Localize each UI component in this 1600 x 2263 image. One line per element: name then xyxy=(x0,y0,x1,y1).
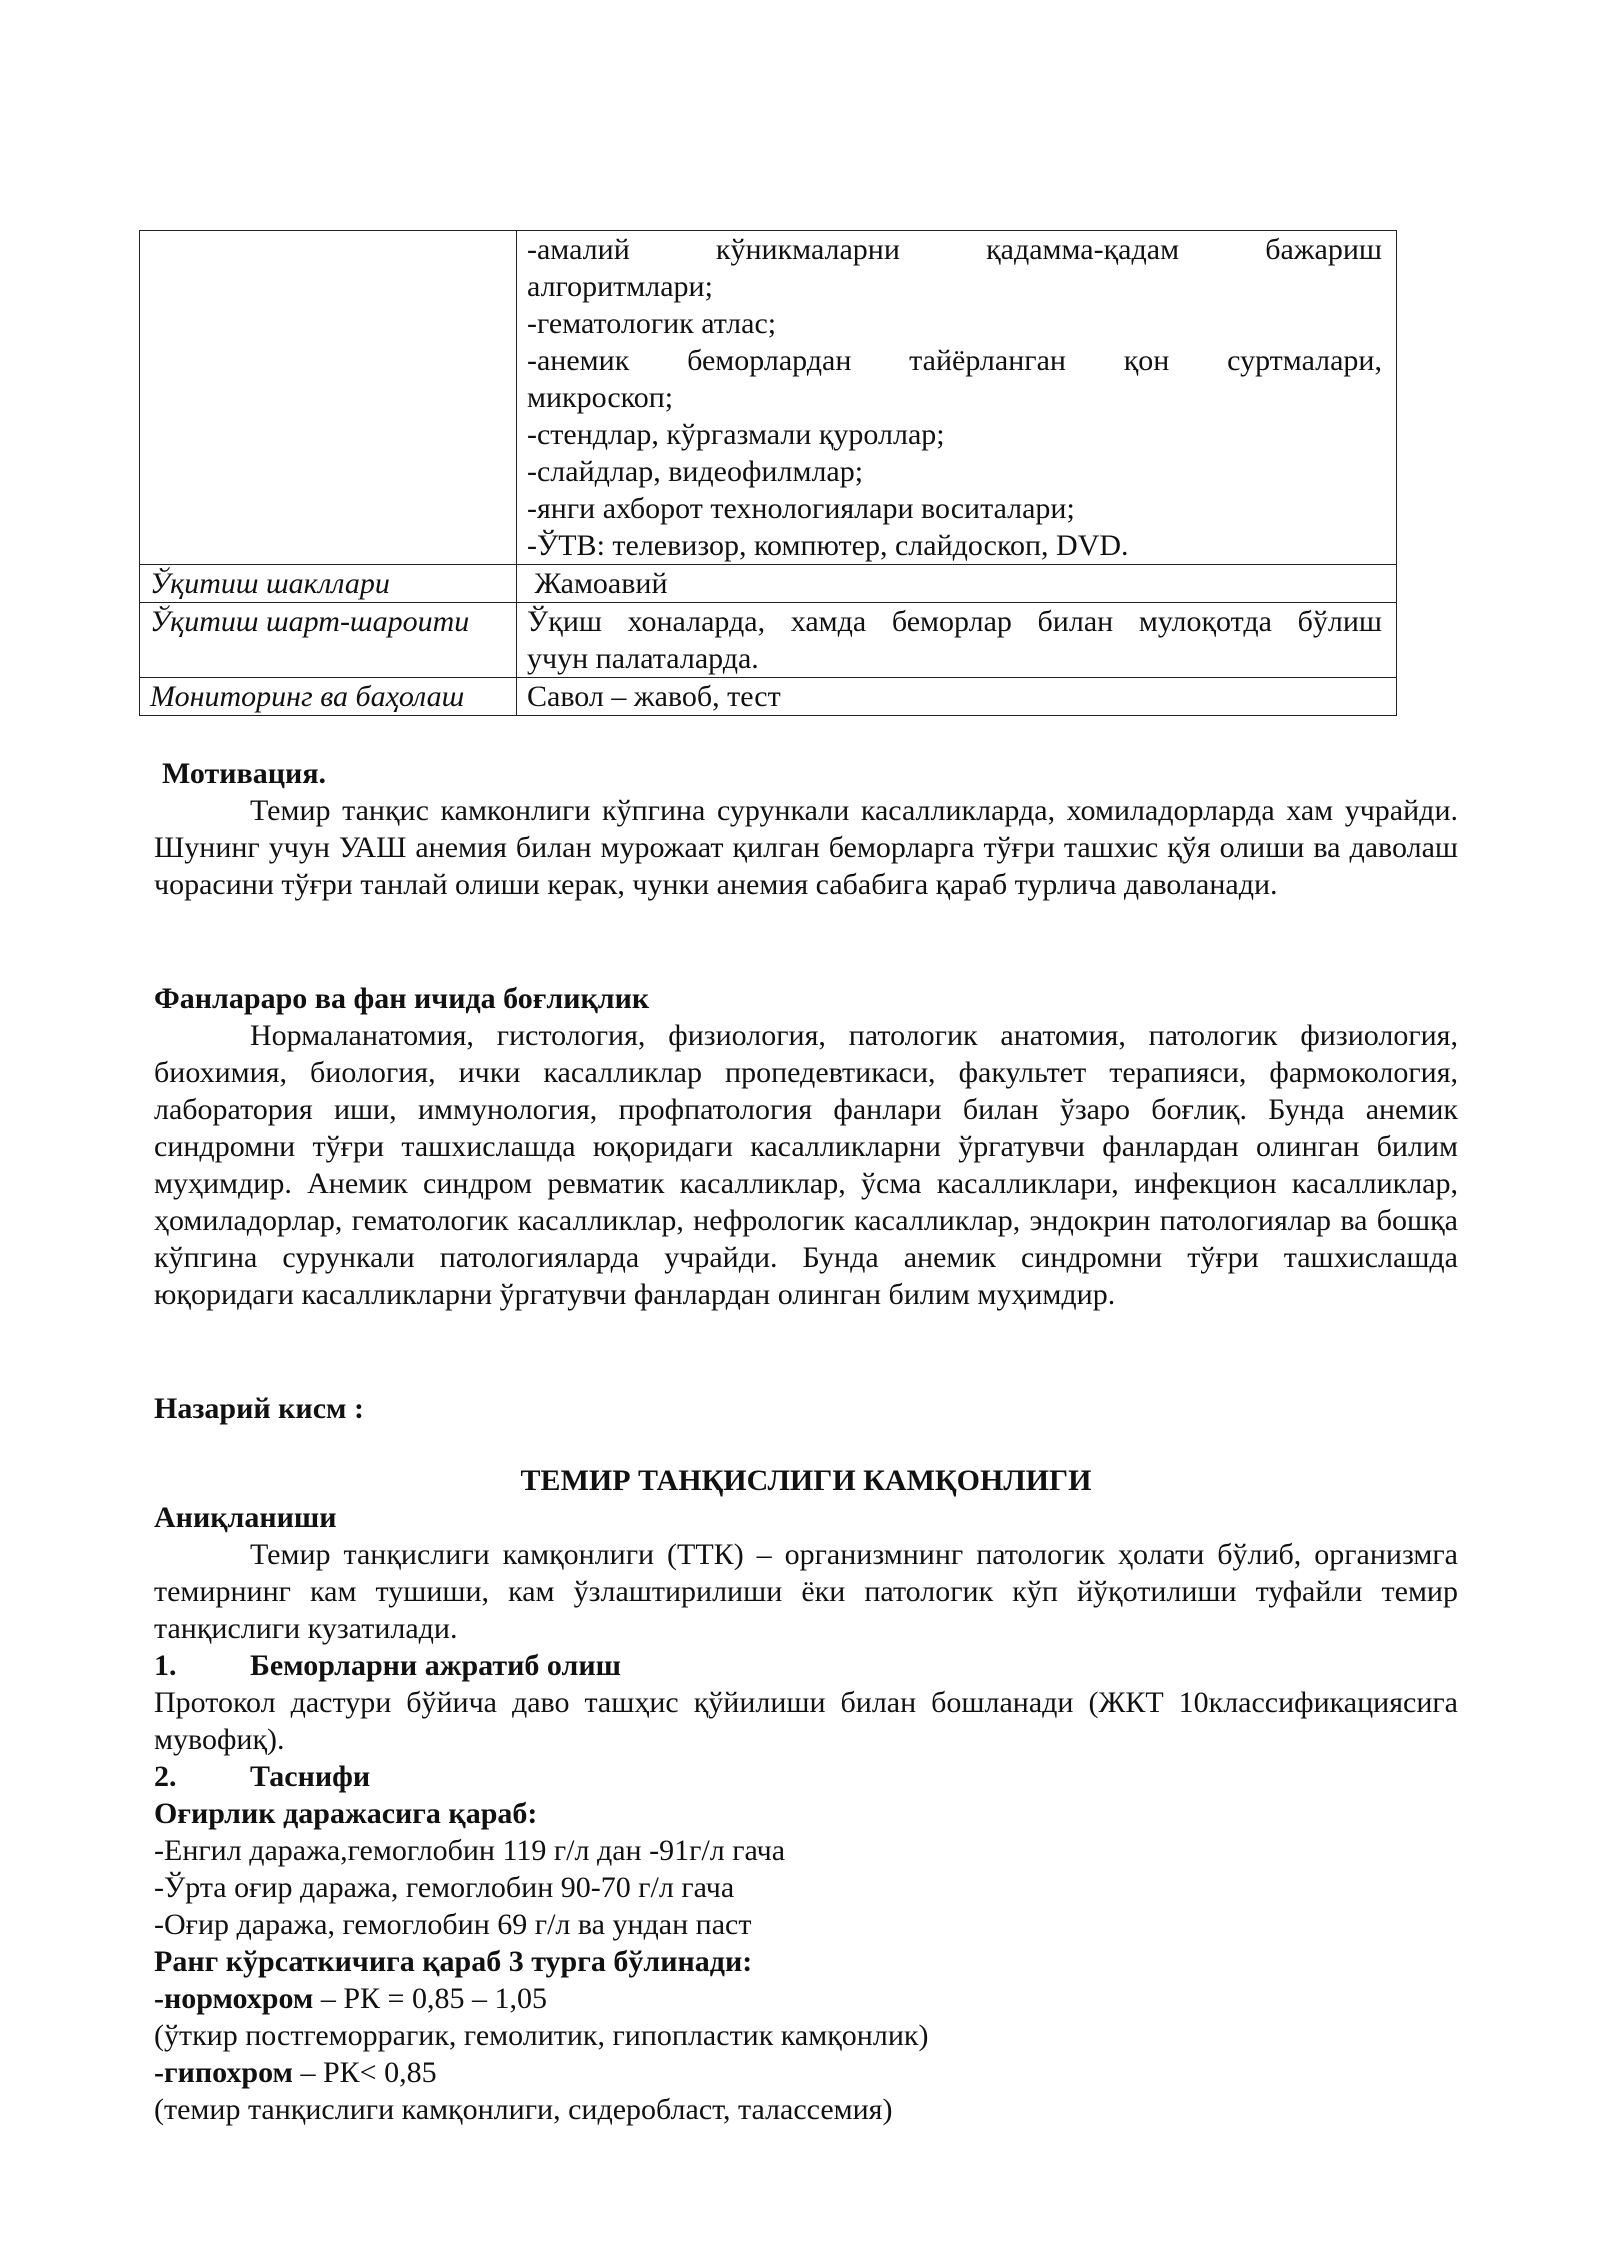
table-row xyxy=(140,603,1397,678)
theory-title: ТЕМИР ТАНҚИСЛИГИ КАМҚОНЛИГИ xyxy=(520,1464,1092,1497)
table-line: -стендлар, кўргазмали қуроллар; xyxy=(527,418,945,451)
motivation-heading: Мотивация. xyxy=(162,757,327,790)
table-label-cell: Мониторинг ва баҳолаш xyxy=(140,678,517,716)
hypochrome-value: – РК< 0,85 xyxy=(292,2056,437,2089)
table-label-cell: Ўқитиш шарт-шароити xyxy=(140,603,517,678)
motivation-section xyxy=(154,755,1458,903)
table-row xyxy=(140,565,1397,603)
interdisciplinary-section xyxy=(154,980,1458,1313)
interdisciplinary-heading: Фанлараро ва фан ичида боғлиқлик xyxy=(154,982,650,1015)
table-line: алгоритмлари; xyxy=(527,270,713,303)
section-1-text: Протокол дастури бўйича даво ташҳис қўйилиши билан бошланади (ЖКТ 10классификациясига мувофиқ). xyxy=(154,1686,1458,1756)
definition-text: Темир танқислиги камқонлиги (ТТК) – организмнинг патологик ҳолати бўлиб, организмга темирнинг кам тушиши, кам ўзлаштирилиши ёки патологик кўп йўқотилиши туфайли темир танқислиги кузатилади. xyxy=(154,1538,1458,1645)
section-number: 2. xyxy=(154,1760,177,1793)
section-1-heading xyxy=(154,1647,1458,1684)
table-line: -янги ахборот технологиялари воситалари; xyxy=(527,492,1075,525)
section-title: Беморларни ажратиб олиш xyxy=(250,1649,621,1682)
table-line: -амалий кўникмаларни қадамма-қадам бажариш xyxy=(527,233,1382,266)
table-row xyxy=(140,678,1397,716)
color-index-heading: Ранг кўрсаткичига қараб 3 турга бўлинади: xyxy=(154,1945,753,1978)
table-row xyxy=(140,231,1397,565)
table-label-cell: Ўқитиш шакллари xyxy=(140,565,517,603)
normochrome-value: – РК = 0,85 – 1,05 xyxy=(313,1982,547,2015)
normochrome-term: -нормохром xyxy=(154,1982,314,2015)
hypochrome-term: -гипохром xyxy=(154,2056,293,2089)
interdisciplinary-text: Нормаланатомия, гистология, физиология, патологик анатомия, патологик физиология, биохимия, биология, ички касалликлар пропедевтикаси, факультет терапияси, фармокология, лаборатория иши, иммунология, профпатология фанлари билан ўзаро боғлиқ. Бунда анемик синдромни тўғри ташхислашда юқоридаги касалликларни ўргатувчи фанлардан олинган билим муҳимдир. Анемик синдром ревматик касалликлар, ўсма касалликлари, инфекцион касалликлар, ҳомиладорлар, гематологик касалликлар, нефрологик касалликлар, эндокрин патологиялар ва бошқа кўпгина сурункали патологияларда учрайди. Бунда анемик синдромни тўғри ташхислашда юқоридаги касалликларни ўргатувчи фанлардан олинган билим муҳимдир. xyxy=(154,1019,1458,1311)
table-label-cell xyxy=(140,231,517,565)
theory-heading: Назарий кисм : xyxy=(154,1392,364,1425)
table-line: -гематологик атлас; xyxy=(527,307,777,340)
table-value-cell xyxy=(517,231,1397,565)
motivation-text: Темир танқис камконлиги кўпгина сурункали касалликларда, хомиладорларда хам учрайди. Шунинг учун УАШ анемия билан мурожаат қилган беморларга тўғри ташхис қўя олиши ва даволаш чорасини тўғри танлай олиши керак, чунки анемия сабабига қараб турлича даволанади. xyxy=(154,794,1458,901)
severity-item: -Ўрта оғир даража, гемоглобин 90-70 г/л гача xyxy=(154,1871,735,1904)
hypochrome-line xyxy=(154,2054,1458,2091)
normochrome-note: (ўткир постгеморрагик, гемолитик, гипопластик камқонлик) xyxy=(154,2019,929,2052)
table-value-cell: Жамоавий xyxy=(517,565,1397,603)
table-line: -ЎТВ: телевизор, компютер, слайдоскоп, DVD. xyxy=(527,529,1129,562)
resources-table xyxy=(139,230,1397,716)
table-line: учун палаталарда. xyxy=(527,642,759,675)
severity-item: -Енгил даража,гемоглобин 119 г/л дан -91г/л гача xyxy=(154,1834,786,1867)
table-value-cell: Савол – жавоб, тест xyxy=(517,678,1397,716)
normochrome-line xyxy=(154,1980,1458,2017)
theory-section xyxy=(154,1462,1458,2128)
hypochrome-note: (темир танқислиги камқонлиги, сидеробласт, талассемия) xyxy=(154,2093,893,2126)
section-2-heading xyxy=(154,1758,1458,1795)
table-value-cell xyxy=(517,603,1397,678)
definition-heading: Аниқланиши xyxy=(154,1501,337,1534)
table-line: микроскоп; xyxy=(527,381,674,414)
table-line: -анемик беморлардан тайёрланган қон суртмалари, xyxy=(527,344,1382,377)
severity-heading: Оғирлик даражасига қараб: xyxy=(154,1797,538,1830)
table-line: Ўқиш хоналарда, хамда беморлар билан мулоқотда бўлиш xyxy=(527,605,1382,638)
section-number: 1. xyxy=(154,1649,177,1682)
severity-item: -Оғир даража, гемоглобин 69 г/л ва ундан паст xyxy=(154,1908,752,1941)
section-title: Таснифи xyxy=(250,1760,371,1793)
table-line: -слайдлар, видеофилмлар; xyxy=(527,455,864,488)
theory-heading-block xyxy=(154,1390,1458,1427)
